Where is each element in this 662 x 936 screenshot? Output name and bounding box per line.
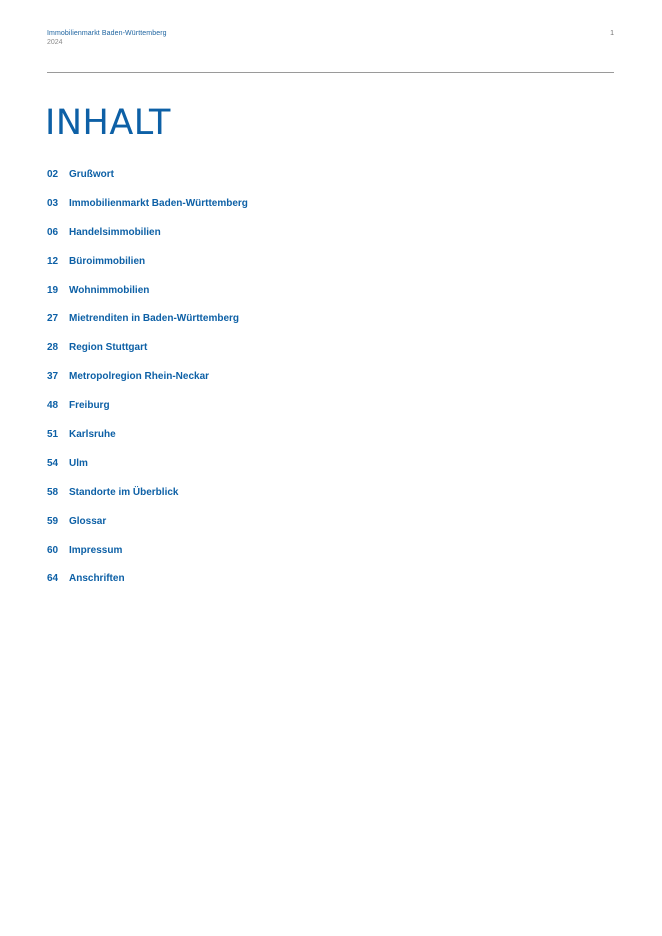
toc-label[interactable]: Ulm [69, 457, 88, 469]
toc-page-number: 58 [47, 486, 59, 498]
toc-page-number: 59 [47, 515, 59, 527]
toc-page-number: 19 [47, 284, 59, 296]
toc-item[interactable] [47, 545, 248, 574]
toc-page-number: 12 [47, 255, 59, 267]
header-divider [47, 72, 614, 73]
toc-label[interactable]: Wohnimmobilien [69, 284, 150, 296]
toc-item[interactable] [47, 487, 248, 516]
toc-page-number: 27 [47, 313, 59, 325]
toc-item[interactable] [47, 313, 248, 342]
toc-page-number: 06 [47, 226, 59, 238]
toc-page-number: 64 [47, 573, 59, 585]
toc-label[interactable]: Metropolregion Rhein-Neckar [69, 371, 210, 383]
toc-item[interactable] [47, 169, 248, 198]
document-header-title: Immobilienmarkt Baden-Württemberg [47, 30, 167, 37]
toc-label[interactable]: Freiburg [69, 400, 110, 412]
toc-item[interactable] [47, 573, 248, 602]
toc-label[interactable]: Anschriften [69, 573, 125, 585]
toc-page-number: 02 [47, 169, 59, 180]
toc-label[interactable]: Glossar [69, 515, 107, 527]
toc-item[interactable] [47, 256, 248, 285]
toc-label[interactable]: Büroimmobilien [69, 255, 146, 267]
toc-label[interactable]: Impressum [69, 544, 123, 556]
toc-item[interactable] [47, 285, 248, 314]
toc-item[interactable] [47, 400, 248, 429]
toc-label[interactable]: Handelsimmobilien [69, 226, 161, 238]
toc-label[interactable]: Standorte im Überblick [69, 486, 179, 498]
page-number: 1 [610, 30, 614, 37]
toc-label[interactable]: Grußwort [69, 169, 114, 180]
toc-item[interactable] [47, 458, 248, 487]
toc-item[interactable] [47, 342, 248, 371]
toc-item[interactable] [47, 371, 248, 400]
toc-label[interactable]: Karlsruhe [69, 429, 116, 441]
toc-page-number: 28 [47, 342, 59, 354]
toc-page-number: 03 [47, 197, 59, 209]
toc-page-number: 51 [47, 429, 59, 441]
toc-label[interactable]: Region Stuttgart [69, 342, 148, 354]
document-header-year: 2024 [47, 39, 63, 46]
toc-page-number: 60 [47, 544, 59, 556]
toc-page-number: 37 [47, 371, 59, 383]
table-of-contents [47, 169, 248, 602]
toc-item[interactable] [47, 227, 248, 256]
toc-page-number: 54 [47, 457, 59, 469]
toc-label[interactable]: Mietrenditen in Baden-Württemberg [69, 313, 240, 325]
toc-item[interactable] [47, 516, 248, 545]
toc-page-number: 48 [47, 400, 59, 412]
page-title: INHALT [45, 103, 171, 143]
toc-item[interactable] [47, 198, 248, 227]
toc-label[interactable]: Immobilienmarkt Baden-Württemberg [69, 197, 248, 209]
toc-item[interactable] [47, 429, 248, 458]
